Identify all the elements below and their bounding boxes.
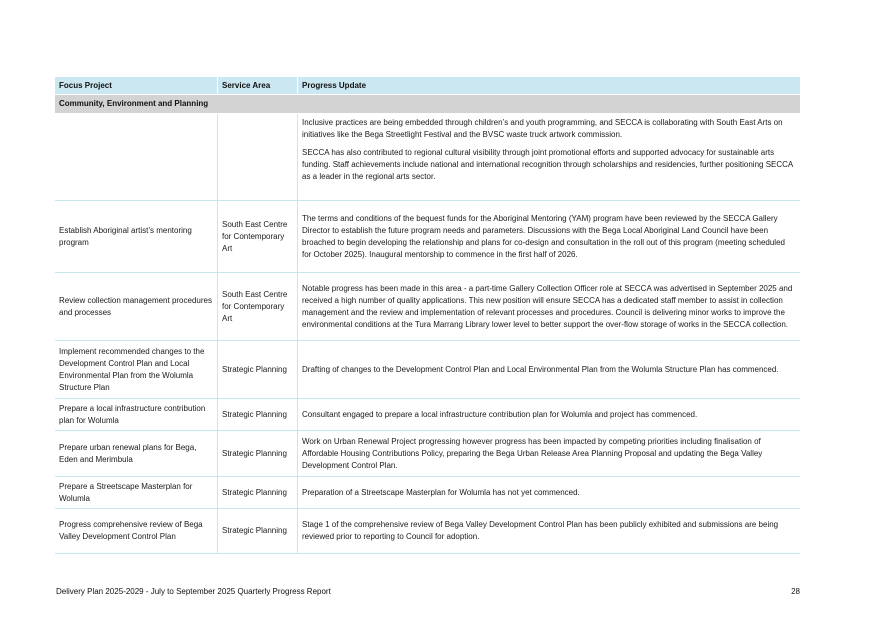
progress-paragraph: Drafting of changes to the Development Control Plan and Local Environmental Plan from the Wolumla Structure Plan has commenced. <box>302 364 779 374</box>
service-area-cell: Strategic Planning <box>218 431 298 477</box>
service-area-cell: Strategic Planning <box>218 477 298 509</box>
service-area-cell: Strategic Planning <box>218 399 298 431</box>
service-area-cell: Strategic Planning <box>218 341 298 399</box>
table-row <box>55 201 800 273</box>
focus-project-cell: Implement recommended changes to the Development Control Plan and Local Environmental Plan from the Wolumla Structure Plan <box>55 341 218 399</box>
focus-project-cell: Prepare a local infrastructure contribution plan for Wolumla <box>55 399 218 431</box>
progress-paragraph: Inclusive practices are being embedded through children’s and youth programming, and SECCA is collaborating with South East Arts on initiatives like the Bega Streetlight Festival and the BVSC waste truck artwork commission. <box>302 118 783 139</box>
focus-project-cell: Prepare urban renewal plans for Bega, Eden and Merimbula <box>55 431 218 477</box>
focus-project-cell: Progress comprehensive review of Bega Valley Development Control Plan <box>55 509 218 554</box>
progress-table <box>55 77 800 554</box>
service-area-cell <box>218 114 298 201</box>
service-area-cell: South East Centre for Contemporary Art <box>218 201 298 273</box>
table-row <box>55 431 800 477</box>
progress-paragraph: The terms and conditions of the bequest funds for the Aboriginal Mentoring (YAM) program have been reviewed by the SECCA Gallery Director to establish the future program needs and parameters. Discussions with the Bega Local Aboriginal Land Council have been broached to begin developing the relationship and plans for co-design and consultation in the roll out of this program (meeting scheduled for October 2025). Inaugural mentorship to commence in the first half of 2026. <box>302 213 785 259</box>
footer-report-title: Delivery Plan 2025-2029 - July to September 2025 Quarterly Progress Report <box>56 587 331 596</box>
col-header-progress-update: Progress Update <box>298 77 800 95</box>
progress-update-cell <box>298 201 800 273</box>
progress-update-cell <box>298 477 800 509</box>
focus-project-cell: Review collection management procedures and processes <box>55 273 218 341</box>
section-header-row <box>55 95 800 114</box>
progress-paragraph: Work on Urban Renewal Project progressing however progress has been impacted by competing priorities including finalisation of Affordable Housing Contributions Policy, preparing the Bega Urban Release Area Planning Proposal and updating the Bega Valley Development Control Plan. <box>302 436 763 470</box>
progress-update-cell <box>298 431 800 477</box>
progress-paragraph: Consultant engaged to prepare a local infrastructure contribution plan for Wolumla and project has commenced. <box>302 409 698 419</box>
progress-paragraph: Notable progress has been made in this area - a part-time Gallery Collection Officer role at SECCA was advertised in September 2025 and received a high number of quality applications. This new position will ensure SECCA has a dedicated staff member to assist in collection management and the review and implementation of relevant processes and procedures. Council is delivering minor works to improve the environmental conditions at the Tura Marrang Library lower level to better support the over-flow storage of works in the SECCA collection. <box>302 283 793 329</box>
progress-update-cell <box>298 509 800 554</box>
progress-update-cell <box>298 114 800 201</box>
table-row <box>55 273 800 341</box>
progress-update-cell <box>298 399 800 431</box>
table-header-row <box>55 77 800 95</box>
focus-project-cell <box>55 114 218 201</box>
focus-project-cell: Prepare a Streetscape Masterplan for Wolumla <box>55 477 218 509</box>
page-footer <box>56 587 800 596</box>
service-area-cell: Strategic Planning <box>218 509 298 554</box>
progress-update-cell <box>298 341 800 399</box>
table-row <box>55 341 800 399</box>
col-header-service-area: Service Area <box>218 77 298 95</box>
progress-paragraph: Preparation of a Streetscape Masterplan for Wolumla has not yet commenced. <box>302 487 580 497</box>
col-header-focus-project: Focus Project <box>55 77 218 95</box>
progress-paragraph: Stage 1 of the comprehensive review of Bega Valley Development Control Plan has been publicly exhibited and submissions are being reviewed prior to reporting to Council for adoption. <box>302 520 779 541</box>
table-row <box>55 477 800 509</box>
table-row <box>55 114 800 201</box>
section-header-label: Community, Environment and Planning <box>55 95 800 114</box>
footer-page-number: 28 <box>791 587 800 596</box>
table-row <box>55 509 800 554</box>
table-row <box>55 399 800 431</box>
progress-paragraph: SECCA has also contributed to regional cultural visibility through joint promotional efforts and supported advocacy for sustainable arts funding. Staff achievements include national and international recognition through scholarships and residencies, further positioning SECCA as a leader in the regional arts sector. <box>302 148 793 181</box>
progress-update-cell <box>298 273 800 341</box>
focus-project-cell: Establish Aboriginal artist’s mentoring program <box>55 201 218 273</box>
service-area-cell: South East Centre for Contemporary Art <box>218 273 298 341</box>
